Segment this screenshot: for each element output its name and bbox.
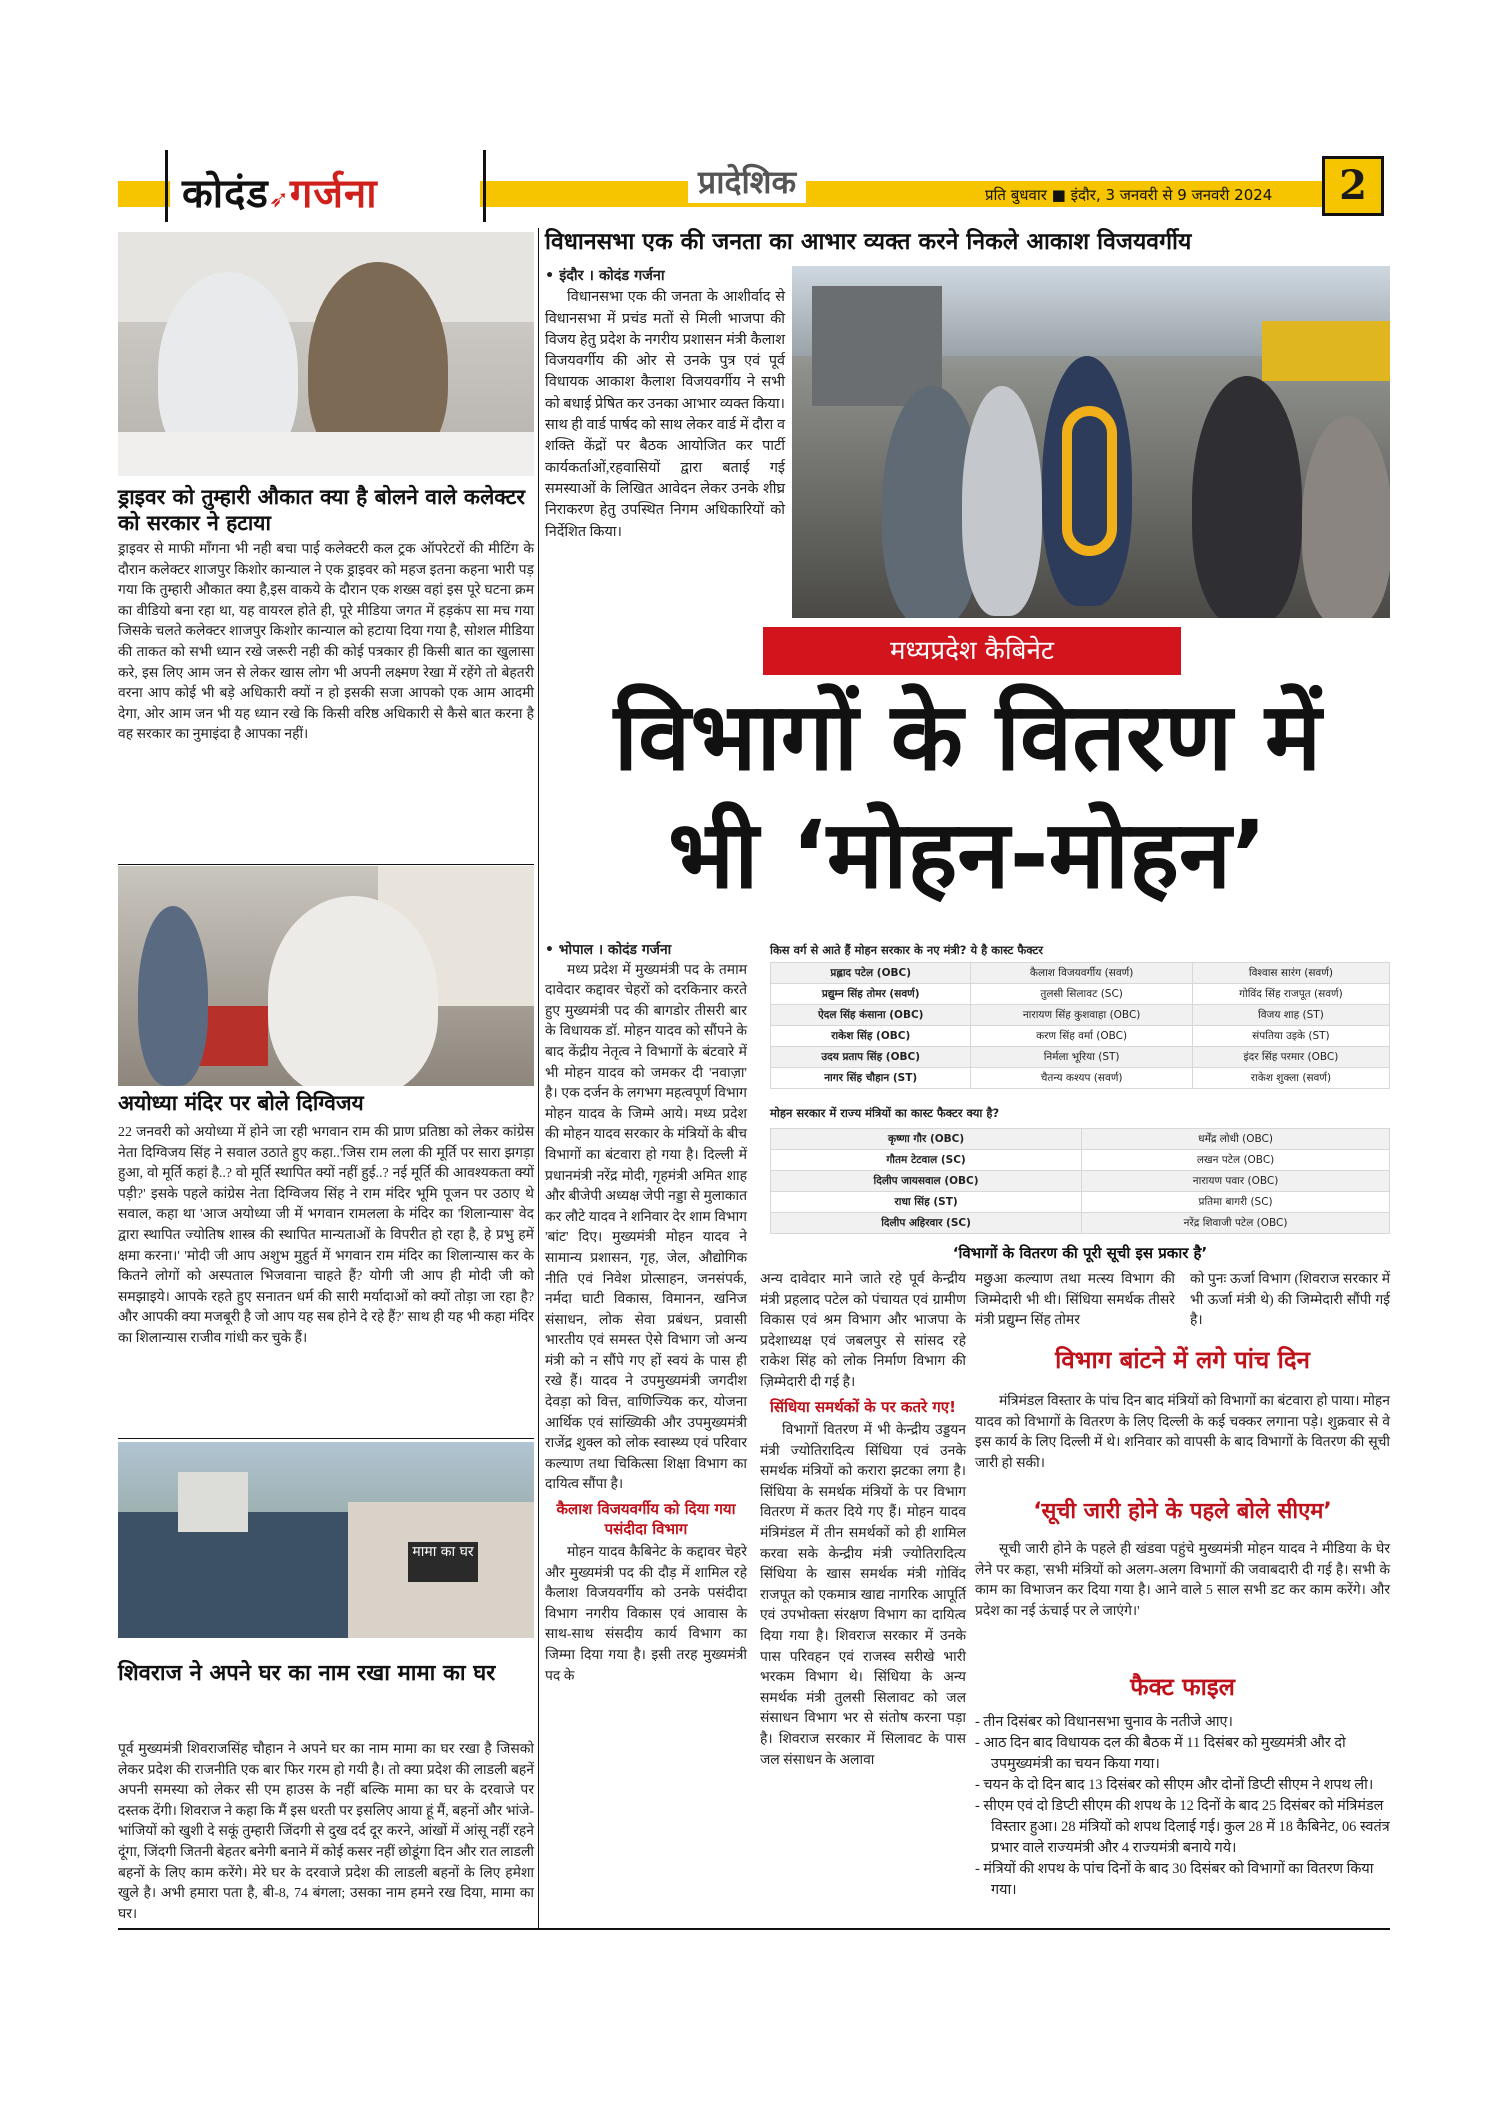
logo-text-garjana: गर्जना xyxy=(289,171,378,217)
cabinet-col1-text: मध्य प्रदेश में मुख्यमंत्री पद के तमाम दावेदार कद्दावर चेहरों को दरकिनार करते हुए मुख्यमंत्री पद की बागडोर तीसरी बार के विधायक डॉ. मोहन यादव को सौंपने के बाद केंद्रीय नेतृत्व ने विभागों के बंटवारे में भी मोहन यादव को जमकर दी 'नवाज़ा' है। एक दर्जन के लगभग महत्वपूर्ण विभाग मोहन यादव के जिम्मे आये। मध्य प्रदेश की मोहन यादव सरकार के मंत्रियों के बीच विभागों का बंटवारा हो गया है। दिल्ली में प्रधानमंत्री नरेंद्र मोदी, गृहमंत्री अमित शाह और बीजेपी अध्यक्ष जेपी नड्डा से मुलाकात कर लौटे यादव ने शनिवार देर शाम विभाग 'बांट' दिए। मुख्यमंत्री मोहन यादव ने सामान्य प्रशासन, गृह, जेल, औद्योगिक नीति एवं निवेश प्रोत्साहन, जनसंपर्क, नर्मदा घाटी विकास, विमानन, खनिज संसाधन, लोक सेवा प्रबंधन, प्रवासी भारतीय एवं समस्त ऐसे विभाग जो अन्य मंत्री को न सौंपे गए हों स्वयं के पास ही रखे हैं। यादव ने उपमुख्यमंत्री जगदीश देवड़ा को वित्त, वाणिज्यिक कर, योजना आर्थिक एवं सांख्यिकी और उपमुख्यमंत्री राजेंद्र शुक्ल को लोक स्वास्थ्य एवं परिवार कल्याण तथा चिकित्सा शिक्षा विभाग का दायित्व सौंपा है। xyxy=(545,962,747,1493)
fact-file-list xyxy=(975,1712,1390,1901)
cabinet-kicker: मध्यप्रदेश कैबिनेट xyxy=(763,627,1181,675)
cabinet-byline: • भोपाल । कोदंड गर्जना xyxy=(545,942,672,958)
bottom-rule xyxy=(118,1928,1390,1930)
page-number: 2 xyxy=(1322,156,1384,216)
full-list-quote: ‘विभागों के वितरण की पूरी सूची इस प्रकार है’ xyxy=(952,1244,1208,1262)
collector-headline: ड्राइवर को तुम्हारी औकात क्या है बोलने वाले कलेक्टर को सरकार ने हटाया xyxy=(118,485,525,536)
digvijay-body: 22 जनवरी को अयोध्या में होने जा रही भगवान राम की प्राण प्रतिष्ठा को लेकर कांग्रेस नेता दिग्विजय सिंह ने सवाल उठाते हुए कहा..'जिस राम लला की मूर्ति पर सारा झगड़ा हुआ, वो मूर्ति कहां है..? वो मूर्ति स्थापित क्यों नहीं हुई..? नई मूर्ति की आवश्यकता क्यों पड़ी?' इसके पहले कांग्रेस नेता दिग्विजय सिंह ने राम मंदिर भूमि पूजन पर उठाए थे सवाल, कहा था 'आज अयोध्या जी में भगवान रामलला के मंदिर का 'शिलान्यास' वेद द्वारा स्थापित ज्योतिष शास्त्र की स्थापित मान्यताओं के विपरीत हो रहा है, हे प्रभु हमें क्षमा करना।' 'मोदी जी आप अशुभ मुहुर्त में भगवान राम मंदिर का शिलान्यास कर के कितने लोगों को अस्पताल भिजवाना चाहते हैं? योगी जी आप ही मोदी जी को समझाइये। आपके रहते हुए सनातन धर्म की सारी मर्यादाओं को क्यों तोड़ा जा रहा है? और आपकी क्या मजबूरी है जो आप यह सब होने दे रहे हैं?' साथ ही यह भी कहा मंदिर का शिलान्यास राजीव गांधी कर चुके हैं। xyxy=(118,1125,534,1346)
vijayvargiya-headline: विधानसभा एक की जनता का आभार व्यक्त करने निकले आकाश विजयवर्गीय xyxy=(545,229,1192,255)
state-table-title: मोहन सरकार में राज्य मंत्रियों का कास्ट फैक्टर क्या है? xyxy=(770,1106,1000,1120)
dateline: प्रति बुधवार ■ इंदौर, 3 जनवरी से 9 जनवरी 2024 xyxy=(985,186,1273,204)
cm-subhead: ‘सूची जारी होने के पहले बोले सीएम’ xyxy=(1033,1499,1332,1524)
column-rule xyxy=(538,228,539,1928)
table-row: दिलीप जायसवाल (OBC) नारायण पवार (OBC) xyxy=(771,1171,1390,1192)
logo-left-bar xyxy=(165,150,168,222)
table-row: प्रद्युम्न सिंह तोमर (सवर्ण) तुलसी सिलावट (SC) गोविंद सिंह राजपूत (सवर्ण) xyxy=(771,984,1390,1005)
caste-table xyxy=(770,962,1390,1089)
newspaper-logo xyxy=(182,164,378,219)
table-row: राकेश सिंह (OBC) करण सिंह वर्मा (OBC) संपतिया उइके (ST) xyxy=(771,1026,1390,1047)
logo-right-bar xyxy=(483,150,486,222)
vijayvargiya-byline: • इंदौर । कोदंड गर्जना xyxy=(545,268,665,284)
cabinet-headline-line2: भी ‘मोहन-मोहन’ xyxy=(668,801,1267,910)
vijayvargiya-story xyxy=(545,266,785,543)
table-row: प्रह्लाद पटेल (OBC) कैलाश विजयवर्गीय (सवर्ण) विश्वास सारंग (सवर्ण) xyxy=(771,963,1390,984)
cabinet-col1-after: मोहन यादव कैबिनेट के कद्दावर चेहरे और मुख्यमंत्री पद की दौड़ में शामिल रहे कैलाश विजयवर्गीय को उनके पसंदीदा विभाग नगरीय विकास एवं आवास के साथ-साथ संसदीय कार्य विभाग का जिम्मा दिया गया है। इसी तरह मुख्यमंत्री पद के xyxy=(545,1545,747,1684)
list-item: - मंत्रियों की शपथ के पांच दिनों के बाद 30 दिसंबर को विभागों का वितरण किया गया। xyxy=(975,1861,1374,1898)
house-name-sign: मामा का घर xyxy=(408,1542,478,1582)
shivraj-headline: शिवराज ने अपने घर का नाम रखा मामा का घर xyxy=(118,1661,496,1686)
table-row: ऐदल सिंह कंसाना (OBC) नारायण सिंह कुशवाहा (OBC) विजय शाह (ST) xyxy=(771,1005,1390,1026)
cabinet-col4: को पुनः ऊर्जा विभाग (शिवराज सरकार में भी ऊर्जा मंत्री थे) की जिम्मेदारी सौंपी गई है। xyxy=(1190,1272,1390,1329)
list-item: - सीएम एवं दो डिप्टी सीएम की शपथ के 12 दिनों के बाद 25 दिसंबर को मंत्रिमंडल विस्तार हुआ। 28 मंत्रियों को शपथ दिलाई गई। कुल 28 में 18 कैबिनेट, 06 स्वतंत्र प्रभार वाले राज्यमंत्री और 4 राज्यमंत्री बनाये गये। xyxy=(975,1798,1390,1856)
cm-body: सूची जारी होने के पहले ही खंडवा पहुंचे मुख्यमंत्री मोहन यादव ने मीडिया के घेर लेने पर कहा, 'सभी मंत्रियों को अलग-अलग विभागों की जवाबदारी दी गई है। सभी के काम का विभाजन कर दिया गया है। आने वाले 5 साल सभी डट कर काम करेंगे। और प्रदेश का नई ऊंचाई पर ले जाएंगे।' xyxy=(975,1542,1390,1619)
table-row: दिलीप अहिरवार (SC) नरेंद्र शिवाजी पटेल (OBC) xyxy=(771,1213,1390,1234)
cabinet-headline-line1: विभागों के वितरण में xyxy=(613,683,1322,792)
table-row: नागर सिंह चौहान (ST) चैतन्य कश्यप (सवर्ण) राकेश शुक्ला (सवर्ण) xyxy=(771,1068,1390,1089)
cabinet-col2-after: विभागों वितरण में भी केन्द्रीय उड्डयन मंत्री ज्योतिरादित्य सिंधिया एवं उनके समर्थक मंत्रियों को करारा झटका लगा है। सिंधिया के समर्थक मंत्रियों के पर विभाग वितरण में कतर दिये गए हैं। मोहन यादव मंत्रिमंडल में तीन समर्थकों को ही शामिल करवा सके केन्द्रीय मंत्री ज्योतिरादित्य सिंधिया के खास समर्थक मंत्री गोविंद राजपूत को एकमात्र खाद्य नागरिक आपूर्ति एवं उपभोक्ता संरक्षण विभाग का दायित्व दिया गया है। शिवराज सरकार में उनके पास परिवहन एवं राजस्व सरीखे भारी भरकम विभाग थे। सिंधिया के अन्य समर्थक मंत्री तुलसी सिलावट को जल संसाधन विभाग भर से संतोष करना पड़ा है। शिवराज सरकार में सिलावट के पास जल संसाधन के अलावा xyxy=(760,1423,966,1768)
bow-arrow-icon: ➶ xyxy=(268,185,290,213)
vijayvargiya-body: विधानसभा एक की जनता के आशीर्वाद से विधानसभा में प्रचंड मतों से मिली भाजपा की विजय हेतु प्रदेश के नगरीय प्रशासन मंत्री कैलाश विजयवर्गीय की ओर से उनके पुत्र एवं पूर्व विधायक आकाश कैलाश विजयवर्गीय ने सभी को बधाई प्रेषित कर उनका आभार व्यक्त किया। साथ ही वार्ड पार्षद को साथ लेकर वार्ड में दौरा व शक्ति केंद्रों पर बैठक आयोजित कर पार्टी कार्यकर्ताओं,रहवासियों द्वारा बताई गई समस्याओं के लिखित आवेदन लेकर उनके शीघ्र निराकरण हेतु उपस्थित निगम अधिकारियों को निर्देशित किया। xyxy=(545,289,785,540)
cabinet-col2-text: अन्य दावेदार माने जाते रहे पूर्व केन्द्रीय मंत्री प्रहलाद पटेल को पंचायत एवं ग्रामीण विकास एवं श्रम विभाग और भाजपा के प्रदेशाध्यक्ष एवं जबलपुर से सांसद रहे राकेश सिंह को लोक निर्माण विभाग की ज़िम्मेदारी दी गई है। xyxy=(760,1272,966,1390)
logo-text-kodand: कोदंड xyxy=(182,171,269,217)
list-item: - तीन दिसंबर को विधानसभा चुनाव के नतीजे आए। xyxy=(975,1714,1233,1730)
divider xyxy=(118,864,534,865)
collector-photo xyxy=(118,232,534,476)
digvijay-photo xyxy=(118,866,534,1086)
state-minister-table xyxy=(770,1128,1390,1234)
list-item: - चयन के दो दिन बाद 13 दिसंबर को सीएम और दोनों डिप्टी सीएम ने शपथ ली। xyxy=(975,1777,1374,1793)
panch-din-subhead: विभाग बांटने में लगे पांच दिन xyxy=(1055,1346,1310,1374)
vijayvargiya-photo xyxy=(792,266,1390,618)
cabinet-col2 xyxy=(760,1270,966,1771)
table-row: उदय प्रताप सिंह (OBC) निर्मला भूरिया (ST) इंदर सिंह परमार (OBC) xyxy=(771,1047,1390,1068)
panch-din-body: मंत्रिमंडल विस्तार के पांच दिन बाद मंत्रियों को विभागों का बंटवारा हो पाया। मोहन यादव को विभागों के वितरण के लिए दिल्ली के कई चक्कर लगाना पड़े। शुक्रवार से वे इस कार्य के लिए दिल्ली में थे। शनिवार को वापसी के बाद विभागों के वितरण की सूची जारी हो सकी। xyxy=(975,1394,1390,1471)
digvijay-headline: अयोध्या मंदिर पर बोले दिग्विजय xyxy=(118,1091,364,1115)
cabinet-col1-subhead: कैलाश विजयवर्गीय को दिया गया पसंदीदा विभाग xyxy=(556,1500,736,1538)
fact-file-title: फैक्ट फाइल xyxy=(1130,1673,1235,1701)
shivraj-photo xyxy=(118,1442,534,1638)
list-item: - आठ दिन बाद विधायक दल की बैठक में 11 दिसंबर को मुख्यमंत्री और दो उपमुख्यमंत्री का चयन किया गया। xyxy=(975,1735,1346,1772)
caste-table-title: किस वर्ग से आते हैं मोहन सरकार के नए मंत्री? ये है कास्ट फैक्टर xyxy=(770,943,1043,957)
collector-body: ड्राइवर से माफी माँगना भी नही बचा पाई कलेक्टरी कल ट्रक ऑपरेटरों की मीटिंग के दौरान कलेक्टर शाजपुर किशोर कान्याल ने एक ड्राइवर को महज इतना कहना भारी पड़ गया कि तुम्हारी औकात क्या है,इस वाकये के दौरान एक शख्स वहां इस पूरे घटना क्रम का वीडियो बना रहा था, यह वायरल होते ही, पूरे मीडिया जगत में हड़कंप सा मच गया जिसके चलते कलेक्टर शाजपुर किशोर कान्याल को हटाया दिया गया है, सोशल मीडिया की ताकत को सभी ध्यान रखे जरूरी नही की कोई पत्रकार ही किसी बात का खुलासा करे, इस लिए आम जन से लेकर खास लोग भी अपनी लक्ष्मण रेखा में रहेंगे तो बेहतरी वरना आप कोई भी बड़े अधिकारी क्यों न हो इसकी सजा आपको एक आम आदमी देगा, ओर आम जन भी यह ध्यान रखे कि किसी वरिष्ठ अधिकारी से कैसे बात करना है वह सरकार का नुमाइंदा है आपका नहीं। xyxy=(118,542,534,743)
shivraj-body: पूर्व मुख्यमंत्री शिवराजसिंह चौहान ने अपने घर का नाम मामा का घर रखा है जिसको लेकर प्रदेश की राजनीति एक बार फिर गरम हो गयी है। तो क्या प्रदेश की लाडली बहनें अपनी समस्या को लेकर सी एम हाउस के नहीं बल्कि मामा का घर के दरवाजे पर दस्तक देंगी। शिवराज ने कहा कि मैं इस धरती पर इसलिए आया हूं मैं, बहनों और भांजे-भांजियों को खुशी दे सकूं तुम्हारी जिंदगी से दुख दर्द दूर करने, आंखों में आंसू नहीं रहने दूंगा, जिंदगी जितनी बेहतर बनेगी बनाने में कोई कसर नहीं छोडूंगा दिन और रात लाडली बहनों के लिए काम करेंगे। मेरे घर के दरवाजे प्रदेश की लाडली बहनों के लिए हमेशा खुले है। अभी हमारा पता है, बी-8, 74 बंगला; उसका नाम हमने रख दिया, मामा का घर। xyxy=(118,1742,534,1922)
table-row: गौतम टेटवाल (SC) लखन पटेल (OBC) xyxy=(771,1150,1390,1171)
divider xyxy=(118,1438,534,1439)
table-row: राधा सिंह (ST) प्रतिमा बागरी (SC) xyxy=(771,1192,1390,1213)
section-title: प्रादेशिक xyxy=(688,160,806,203)
cabinet-col1 xyxy=(545,940,747,1687)
cabinet-col2-subhead: सिंधिया समर्थकों के पर कतरे गए! xyxy=(770,1397,956,1416)
cabinet-col3: मछुआ कल्याण तथा मत्स्य विभाग की जिम्मेदारी भी थी। सिंधिया समर्थक तीसरे मंत्री प्रद्युम्न सिंह तोमर xyxy=(975,1272,1175,1329)
table-row: कृष्णा गौर (OBC) धर्मेंद्र लोधी (OBC) xyxy=(771,1129,1390,1150)
